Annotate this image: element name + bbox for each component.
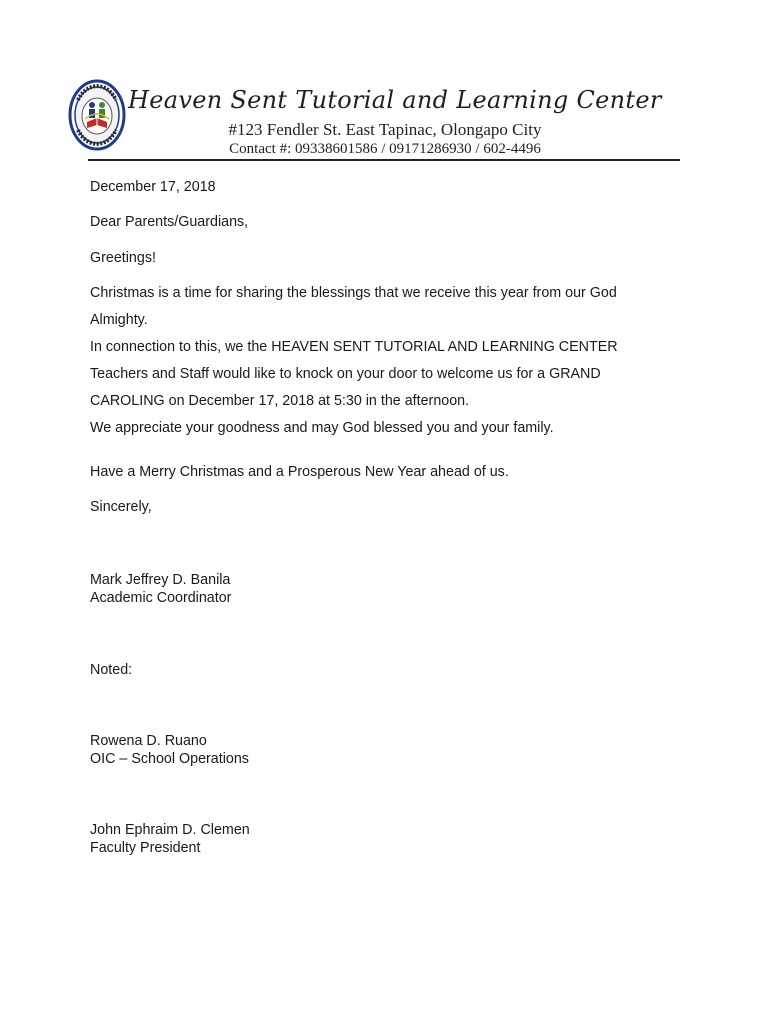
signatory-name: John Ephraim D. Clemen — [90, 822, 250, 838]
org-address: #123 Fendler St. East Tapinac, Olongapo City — [228, 120, 542, 139]
body-paragraph-2: In connection to this, we the HEAVEN SENT TUTORIAL AND LEARNING CENTER Teachers and Staff would like to knock on your door to welcome us for a GRAND CAROLING on December 17, 2018 at 5:30 in the afternoon. — [90, 339, 618, 409]
closing-wish: Have a Merry Christmas and a Prosperous New Year ahead of us. — [90, 464, 509, 480]
body-paragraph-1: Christmas is a time for sharing the blessings that we receive this year from our God Almighty. — [90, 285, 617, 328]
org-contact: Contact #: 09338601586 / 09171286930 / 602-4496 — [229, 141, 541, 157]
body-paragraph-3: We appreciate your goodness and may God blessed you and your family. — [90, 420, 554, 436]
noted-label: Noted: — [90, 662, 133, 678]
signature-block-coordinator — [90, 571, 490, 607]
salutation: Dear Parents/Guardians, — [90, 214, 249, 230]
signature-block-faculty-president — [90, 821, 490, 857]
signatory-name: Mark Jeffrey D. Banila — [90, 572, 231, 588]
letterhead-divider — [88, 159, 680, 161]
letter-date: December 17, 2018 — [90, 179, 216, 195]
letterhead — [0, 0, 768, 165]
school-seal-icon — [68, 78, 126, 152]
valediction: Sincerely, — [90, 499, 152, 515]
signatory-title: Faculty President — [90, 840, 201, 856]
signatory-title: Academic Coordinator — [90, 590, 232, 606]
signatory-name: Rowena D. Ruano — [90, 733, 207, 749]
signatory-title: OIC – School Operations — [90, 751, 249, 767]
signature-block-oic — [90, 732, 490, 768]
greeting: Greetings! — [90, 250, 156, 266]
org-name: Heaven Sent Tutorial and Learning Center — [128, 86, 662, 114]
